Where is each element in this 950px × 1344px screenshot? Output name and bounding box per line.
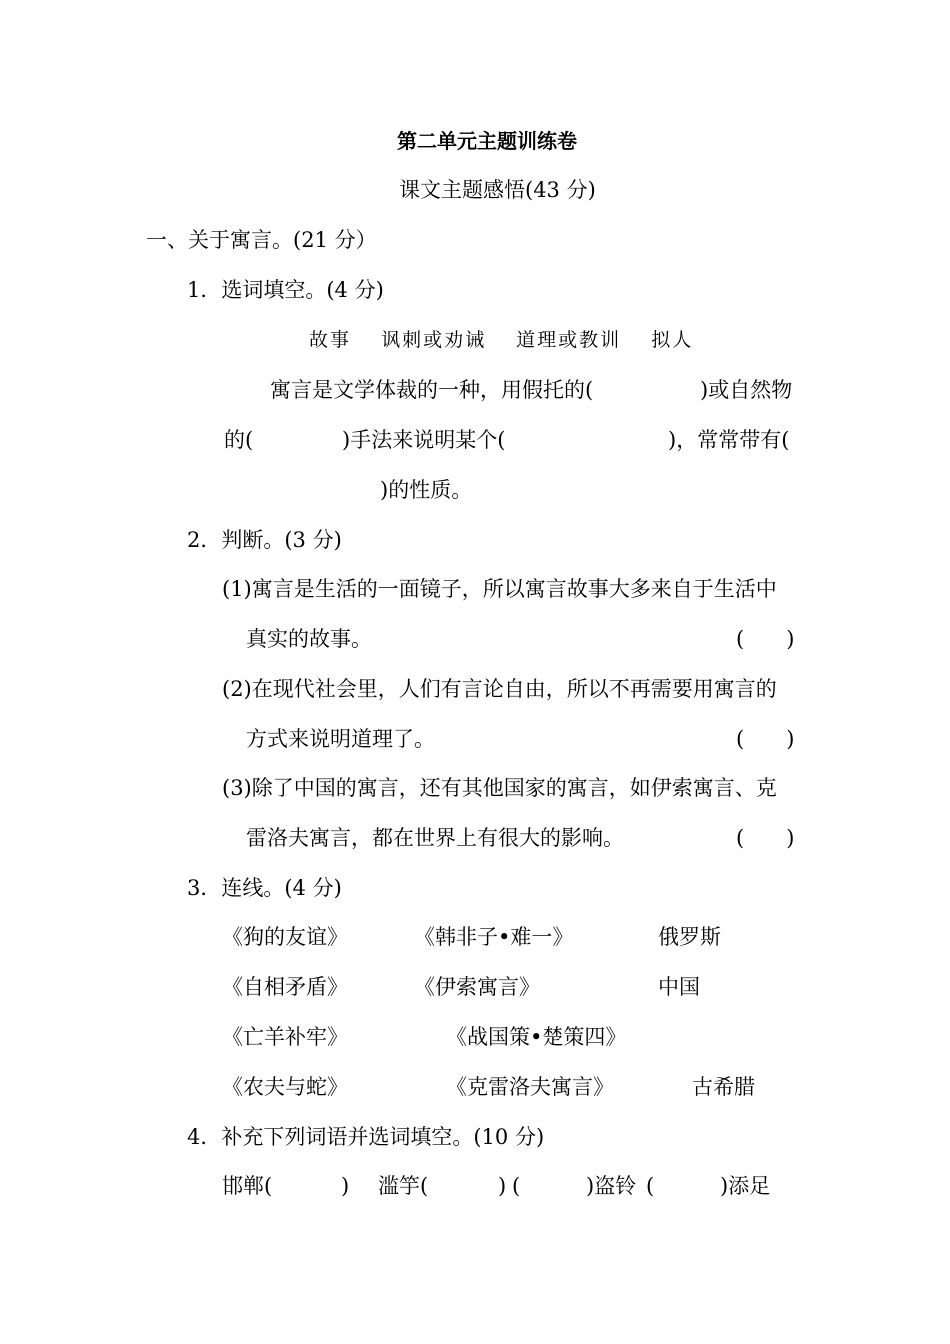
idiom-part: ( [512, 1174, 521, 1198]
judge-item-text: 雷洛夫寓言，都在世界上有很大的影响。 [246, 826, 624, 850]
match-source[interactable]: 《韩非子•难一》 [414, 925, 574, 949]
page-subtitle: 课文主题感悟(43 分) [399, 178, 596, 202]
match-fable[interactable]: 《狗的友谊》 [222, 925, 348, 949]
fill-text: )手法来说明某个( [342, 428, 506, 452]
idiom-part: 滥竽( [378, 1174, 429, 1198]
question-2-label: 2．判断。(3 分) [187, 528, 342, 552]
section-heading: 一、关于寓言。(21 分） [146, 228, 377, 252]
option-word: 讽刺或劝诫 [381, 329, 487, 351]
option-word: 故事 [309, 329, 352, 351]
option-word: 拟人 [651, 329, 694, 351]
judge-item-text: (3)除了中国的寓言，还有其他国家的寓言，如伊索寓言、克 [222, 776, 777, 800]
option-word: 道理或教训 [516, 329, 622, 351]
match-fable[interactable]: 《自相矛盾》 [222, 975, 348, 999]
match-fable[interactable]: 《亡羊补牢》 [222, 1025, 348, 1049]
match-source[interactable]: 《克雷洛夫寓言》 [446, 1075, 614, 1099]
word-options [309, 327, 715, 353]
idiom-part: )添足 [720, 1174, 771, 1198]
question-1-label: 1．选词填空。(4 分) [187, 278, 384, 302]
match-source[interactable]: 《伊索寓言》 [414, 975, 540, 999]
fill-text: )或自然物 [700, 378, 793, 402]
idiom-part: ) [341, 1174, 350, 1198]
match-country[interactable]: 中国 [658, 975, 700, 999]
match-country[interactable]: 古希腊 [692, 1075, 755, 1099]
judge-blank[interactable]: ( ) [736, 727, 795, 751]
judge-item-text: 真实的故事。 [246, 627, 372, 651]
judge-item-text: (2)在现代社会里，人们有言论自由，所以不再需要用寓言的 [222, 677, 777, 701]
judge-item-text: (1)寓言是生活的一面镜子，所以寓言故事大多来自于生活中 [222, 577, 777, 601]
fill-text: )，常常带有( [668, 428, 790, 452]
fill-text: 寓言是文学体裁的一种，用假托的( [270, 378, 594, 402]
fill-text: )的性质。 [380, 478, 473, 502]
judge-blank[interactable]: ( ) [736, 627, 795, 651]
match-source[interactable]: 《战国策•楚策四》 [446, 1025, 627, 1049]
match-country[interactable]: 俄罗斯 [658, 925, 721, 949]
question-3-label: 3．连线。(4 分) [187, 876, 342, 900]
fill-text: 的( [224, 428, 254, 452]
page-title: 第二单元主题训练卷 [397, 129, 577, 153]
idiom-part: ( [646, 1174, 655, 1198]
idiom-part: 邯郸( [222, 1174, 273, 1198]
idiom-part: )盗铃 [586, 1174, 637, 1198]
match-fable[interactable]: 《农夫与蛇》 [222, 1075, 348, 1099]
judge-blank[interactable]: ( ) [736, 826, 795, 850]
idiom-part: ) [498, 1174, 507, 1198]
question-4-label: 4．补充下列词语并选词填空。(10 分) [187, 1125, 545, 1149]
judge-item-text: 方式来说明道理了。 [246, 727, 435, 751]
